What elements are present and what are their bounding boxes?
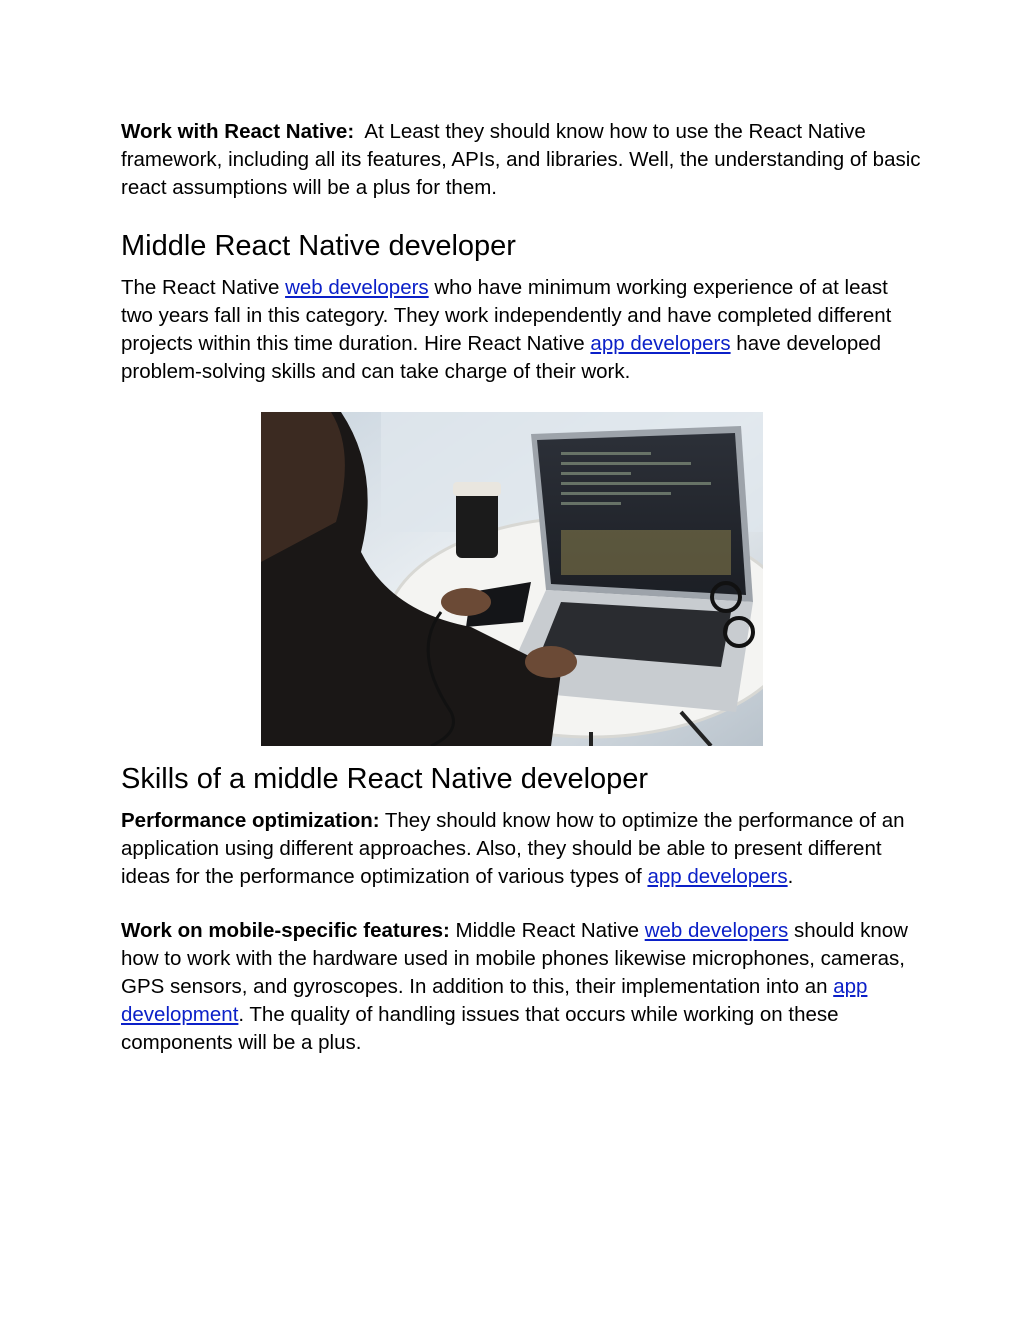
app-development-link[interactable]: app development (121, 975, 868, 1026)
app-developers-link[interactable]: app developers (590, 332, 731, 355)
web-developers-link-2[interactable]: web developers (644, 919, 789, 942)
section-title-skills: Skills of a middle React Native developer (121, 763, 649, 795)
performance-text-2: . (787, 865, 794, 888)
intro-paragraph (121, 118, 927, 202)
app-developers-link-2[interactable]: app developers (647, 865, 788, 888)
middle-text-3: have developed problem-solving skills and can take charge of their work. (121, 332, 882, 383)
laptop-photo (261, 412, 763, 746)
intro-heading: Work with React Native: (121, 120, 355, 143)
middle-text-1: The React Native (121, 276, 286, 299)
mobile-paragraph (121, 917, 921, 1057)
performance-text-1: They should know how to optimize the performance of an application using different approaches. Also, they should be able to present different ideas for the performance optimization of various types of (121, 809, 905, 888)
mobile-heading: Work on mobile-specific features: (121, 919, 450, 942)
performance-heading: Performance optimization: (121, 809, 380, 832)
mobile-text-1: Middle React Native (449, 919, 645, 942)
mobile-text-2: should know how to work with the hardware used in mobile phones likewise microphones, cameras, GPS sensors, and gyroscopes. In addition to this, their implementation into an (121, 919, 908, 998)
intro-text: At Least they should know how to use the React Native framework, including all its features, APIs, and libraries. Well, the understanding of basic react assumptions will be a plus for them. (121, 120, 927, 199)
document-page (121, 118, 927, 1057)
web-developers-link[interactable]: web developers (285, 276, 429, 299)
section-title-middle: Middle React Native developer (121, 230, 516, 262)
mobile-text-3: . The quality of handling issues that occurs while working on these components will be a plus. (121, 1003, 839, 1054)
middle-paragraph (121, 274, 921, 386)
performance-paragraph (121, 807, 921, 891)
middle-text-2: who have minimum working experience of at least two years fall in this category. They work independently and have completed different projects within this time duration. Hire React Native (121, 276, 892, 355)
